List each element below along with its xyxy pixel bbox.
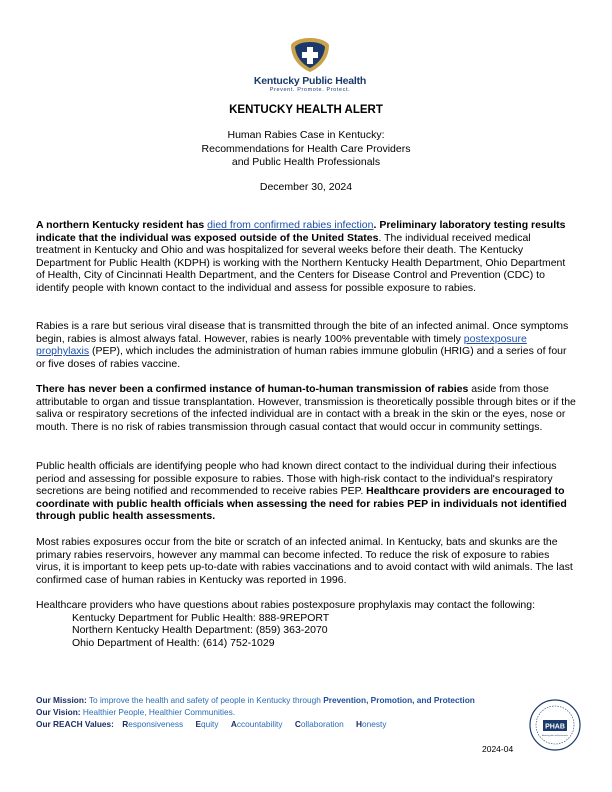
- paragraph-1: [36, 219, 576, 295]
- seal-sub: Advancing public health performance: [541, 736, 569, 737]
- contact-intro: Healthcare providers who have questions about rabies postexposure prophylaxis may contact the following:: [36, 599, 536, 611]
- shield-cross-icon: [289, 36, 331, 74]
- value-honesty: Honesty: [356, 719, 387, 730]
- footer: [36, 694, 536, 731]
- p2-text: Rabies is a rare but serious viral disease that is transmitted through the bite of an infected animal. Once symptoms begin, rabies is almost always fatal. However, rabies is nearly 100% preventable with timely: [36, 320, 569, 345]
- logo-name: Kentucky Public Health: [253, 75, 367, 87]
- subtitle-line: Recommendations for Health Care Providers: [201, 142, 411, 155]
- subtitle-line: and Public Health Professionals: [231, 156, 381, 168]
- rabies-death-link[interactable]: died from confirmed rabies infection: [207, 219, 374, 231]
- logo-tagline: Prevent. Promote. Protect.: [269, 87, 351, 93]
- alert-title: KENTUCKY HEALTH ALERT: [229, 104, 383, 116]
- pep-link[interactable]: postexposure prophylaxis: [36, 332, 527, 358]
- alert-date: December 30, 2024: [259, 181, 353, 193]
- contact-odh: Ohio Department of Health: (614) 752-1029: [72, 636, 275, 649]
- paragraph-3: [36, 383, 576, 433]
- p4-text: Public health officials are identifying people who had known direct contact to the individual during their infectious period and assessing for possible exposure to rabies. Those with high-risk contact to the individual's respiratory secretions are being notified and recommended to receive rabies PEP.: [36, 460, 557, 498]
- value-accountability: Accountability: [230, 719, 283, 730]
- value-collaboration: Collaboration: [294, 719, 344, 730]
- p4-bold: Healthcare providers are encouraged to coordinate with public health officials when assessing the need for rabies PEP in individuals not identified through public health assessments.: [36, 485, 567, 523]
- contact-list: [36, 599, 576, 649]
- vision-line: [36, 706, 536, 718]
- p2-text-end: (PEP), which includes the administration of human rabies immune globulin (HRIG) and a series of four or five doses of rabies vaccine.: [36, 345, 567, 370]
- alert-subtitle: [0, 129, 612, 170]
- contact-kdph: Kentucky Department for Public Health: 888-9REPORT: [72, 611, 330, 624]
- p5-text: Most rabies exposures occur from the bite or scratch of an infected animal. In Kentucky, bats and skunks are the primary rabies reservoirs, however any mammal can become infected. To reduce the risk of exposure to rabies virus, it is important to keep pets up-to-date with rabies vaccinations and to avoid contact with wild animals. The last confirmed case of human rabies in Kentucky was reported in 1996.: [36, 536, 573, 586]
- contact-nkhd: Northern Kentucky Health Department: (859) 363-2070: [72, 624, 328, 637]
- mission-label: Our Mission:: [36, 695, 87, 705]
- paragraph-4: [36, 460, 576, 523]
- kentucky-public-health-logo: [250, 36, 370, 93]
- p1-text: . The individual received medical treatment in Kentucky and Ohio and was hospitalized for several weeks before their death. The Kentucky Department for Public Health (KDPH) is working with the Northern Kentucky Health Department, Ohio Department of Health, City of Cincinnati Health Department, and the Centers for Disease Control and Prevention (CDC) to identify people with known contact to the individual and assess for possible exposure to rabies.: [36, 231, 566, 294]
- p3-bold: There has never been a confirmed instance of human-to-human transmission of rabies: [36, 383, 469, 395]
- reach-values-line: [36, 718, 536, 730]
- mission-line: [36, 694, 536, 706]
- paragraph-2: [36, 320, 576, 370]
- seal-main: PHAB: [545, 723, 565, 731]
- p3-text: aside from those attributable to organ and tissue transplantation. However, transmission is theoretically possible through bites or if the saliva or respiratory secretions of the infected individual are in contact with a break in the skin or the eyes, nose or mouth. There is no risk of rabies transmission through casual contact that would occur in community settings.: [36, 383, 576, 433]
- reach-label: Our REACH Values:: [36, 719, 114, 730]
- paragraph-5: [36, 536, 576, 586]
- mission-highlight: Prevention, Promotion, and Protection: [323, 695, 475, 705]
- value-equity: Equity: [195, 719, 219, 730]
- vision-label: Our Vision:: [36, 707, 81, 718]
- p1-bold: . Preliminary laboratory testing results indicate that the individual was exposed outside of the United States: [36, 219, 566, 244]
- mission-text: To improve the health and safety of people in Kentucky through: [86, 695, 324, 705]
- phab-accreditation-seal: [529, 699, 581, 751]
- document-code: 2024-04: [482, 744, 514, 754]
- p1-lead: A northern Kentucky resident has: [36, 219, 208, 231]
- vision-text: Healthier People, Healthier Communities.: [80, 707, 236, 718]
- value-responsiveness: Responsiveness: [122, 719, 184, 730]
- subtitle-line: Human Rabies Case in Kentucky:: [227, 129, 385, 141]
